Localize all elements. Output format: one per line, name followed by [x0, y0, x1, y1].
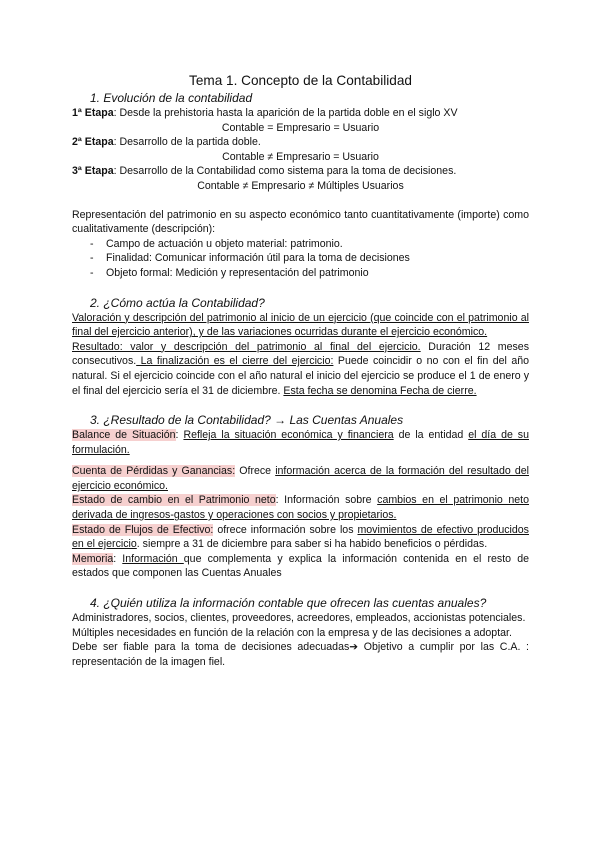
memoria-label: Memoria [72, 552, 114, 565]
etapa-2-text: : Desarrollo de la partida doble. [113, 136, 261, 149]
page-title: Tema 1. Concepto de la Contabilidad [189, 73, 412, 88]
section-3-heading: 3. ¿Resultado de la Contabilidad? → Las Cuentas Anuales [90, 413, 404, 428]
perdidas-ganancias-label: Cuenta de Pérdidas y Ganancias: [72, 465, 236, 478]
bullet-list [72, 237, 529, 281]
memoria [72, 552, 529, 581]
underlined-text: movimientos de efectivo producidos en el ejercicio [72, 523, 529, 551]
etapa-3-label: 3ª Etapa [72, 165, 114, 178]
list-item: - Campo de actuación u objeto material: patrimonio. [72, 237, 529, 252]
fecha-de-cierre: Esta fecha se denomina Fecha de cierre. [283, 384, 477, 397]
etapa-1-label: 1ª Etapa [72, 107, 114, 119]
etapa-3-equation: Contable ≠ Empresario ≠ Múltiples Usuarios [197, 179, 404, 192]
etapa-2-label: 2ª Etapa [72, 136, 114, 149]
section-4-heading: 4. ¿Quién utiliza la información contable que ofrecen las cuentas anuales? [90, 596, 487, 611]
resultado-paragraph [72, 340, 529, 398]
resultado-detail: Puede coincidir o no con el fin del año natural. Si el ejercicio coincide con el año natural el inicio del ejercicio se produce el 1 de enero y el final del ejercicio sería el 31 de diciembre. [72, 355, 529, 397]
representation-paragraph: Representación del patrimonio en su aspecto económico tanto cuantitativamente (importe) como cualitativamente (descripción): [72, 208, 529, 236]
underlined-text: Información [122, 552, 184, 565]
etapa-3-text: : Desarrollo de la Contabilidad como sistema para la toma de decisiones. [113, 165, 457, 178]
resultado-finalizacion: La finalización es el cierre del ejercicio: [136, 355, 334, 368]
section-2-heading: 2. ¿Cómo actúa la Contabilidad? [90, 295, 265, 310]
underlined-text: Refleja la situación económica y financiera [183, 429, 394, 442]
valoracion-paragraph: Valoración y descripción del patrimonio al inicio de un ejercicio (que coincide con el patrimonio al final del ejercicio anterior), y de las variaciones ocurridas durante el ejercicio económico. [72, 311, 529, 339]
flujos-efectivo [72, 523, 529, 552]
balance-label: Balance de Situación [72, 429, 176, 442]
underlined-text: información acerca de la formación del resultado del ejercicio económico. [72, 465, 529, 492]
text: que complementa y explica la información contenida en el resto de estados que componen las Cuentas Anuales [72, 552, 529, 580]
perdidas-ganancias [72, 464, 529, 493]
text: : [175, 429, 184, 442]
etapa-1-equation: Contable = Empresario = Usuario [221, 121, 380, 134]
section-1-heading: 1. Evolución de la contabilidad [90, 91, 253, 105]
necesidades-paragraph: Múltiples necesidades en función de la relación con la empresa y de las decisiones a adoptar. [72, 626, 512, 639]
usuarios-paragraph: Administradores, socios, clientes, proveedores, acreedores, empleados, accionistas potenciales. [72, 612, 526, 625]
fiabilidad-paragraph: Debe ser fiable para la toma de decisiones adecuadas➔ Objetivo a cumplir por las C.A. : representación de la imagen fiel. [72, 641, 529, 668]
cambio-patrimonio-label: Estado de cambio en el Patrimonio neto [72, 494, 276, 507]
resultado-duration: Duración 12 meses consecutivos. [72, 340, 529, 368]
text: : [113, 552, 123, 565]
resultado-definition: Resultado: valor y descripción del patrimonio al final del ejercicio. [72, 340, 421, 353]
cambio-patrimonio [72, 493, 529, 522]
balance-situacion [72, 428, 529, 457]
text: Ofrece [235, 465, 276, 478]
text: . siempre a 31 de diciembre para saber si ha habido beneficios o pérdidas. [136, 538, 488, 551]
flujos-efectivo-label: Estado de Flujos de Efectivo: [72, 523, 214, 536]
text: de la entidad [393, 429, 469, 442]
etapa-3 [72, 164, 529, 179]
underlined-text: cambios en el patrimonio neto derivada de ingresos-gastos y operaciones con socios y propietarios. [72, 494, 530, 522]
etapa-1 [72, 106, 529, 121]
text: : Información sobre [275, 494, 378, 507]
document-page [72, 72, 529, 669]
etapa-2-equation: Contable ≠ Empresario = Usuario [222, 150, 379, 163]
etapa-1-text: : Desde la prehistoria hasta la aparición de la partida doble en el siglo XV [113, 107, 458, 119]
underlined-text: el día de su formulación. [72, 429, 529, 456]
list-item: - Objeto formal: Medición y representación del patrimonio [72, 266, 529, 281]
list-item: - Finalidad: Comunicar información útil para la toma de decisiones [72, 251, 529, 266]
etapa-2 [72, 135, 529, 150]
text: ofrece información sobre los [213, 523, 358, 536]
